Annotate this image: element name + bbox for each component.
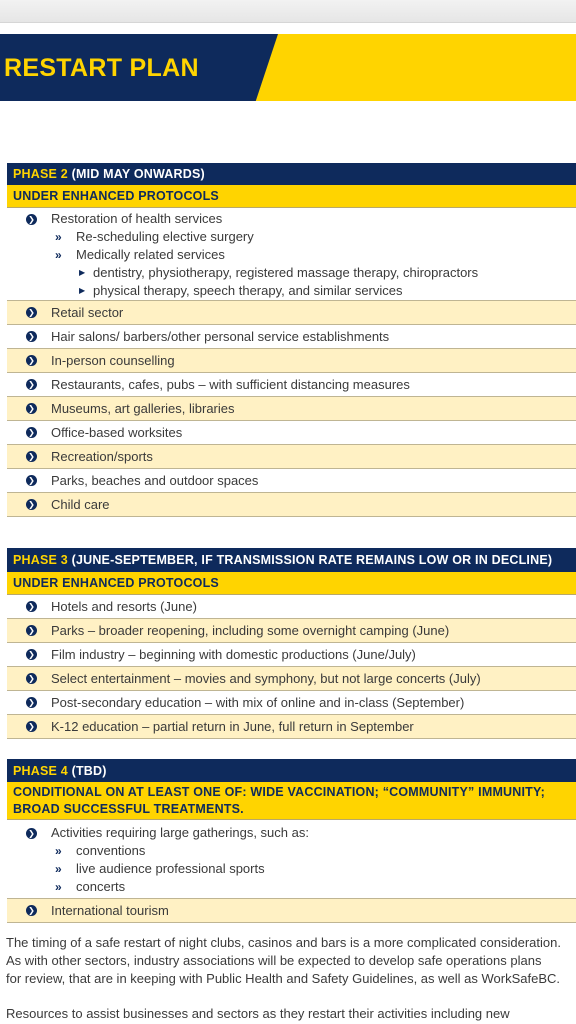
health-sub-sub-item: ▶ physical therapy, speech therapy, and similar services	[79, 283, 403, 298]
health-sub-sub-item: ▶ dentistry, physiotherapy, registered massage therapy, chiropractors	[79, 265, 479, 280]
health-sub-item: » Medically related services	[55, 247, 225, 262]
double-chevron-icon: »	[55, 844, 62, 858]
double-chevron-icon: »	[55, 880, 62, 894]
bullet-icon: ❯	[26, 697, 37, 708]
bullet-icon: ❯	[26, 355, 37, 366]
list-item: ❯ Hair salons/ barbers/other personal service establishments	[7, 325, 576, 349]
bullet-icon: ❯	[26, 475, 37, 486]
gatherings-sub-item: » live audience professional sports	[55, 861, 265, 876]
phase-3-detail: (JUNE-SEPTEMBER, IF TRANSMISSION RATE REMAINS LOW OR IN DECLINE)	[71, 553, 553, 567]
list-item: ❯ Hotels and resorts (June)	[7, 595, 576, 619]
phase-2-detail: (MID MAY ONWARDS)	[71, 167, 205, 181]
bullet-icon: ❯	[26, 427, 37, 438]
list-item: ❯ In-person counselling	[7, 349, 576, 373]
list-item: ❯ Museums, art galleries, libraries	[7, 397, 576, 421]
bullet-icon: ❯	[26, 601, 37, 612]
double-chevron-icon: »	[55, 248, 62, 262]
phase-4-detail: (TBD)	[71, 764, 107, 778]
gatherings-sub-item: » conventions	[55, 843, 146, 858]
phase-2-header	[7, 163, 576, 185]
bullet-icon: ❯	[26, 403, 37, 414]
bullet-icon: ❯	[26, 625, 37, 636]
phase-2-health-item	[7, 208, 576, 301]
bullet-icon: ❯	[26, 905, 37, 916]
health-sub-item: » Re-scheduling elective surgery	[55, 229, 254, 244]
list-item: ❯ Select entertainment – movies and symphony, but not large concerts (July)	[7, 667, 576, 691]
triangle-icon: ▶	[79, 286, 86, 295]
gatherings-sub-item: » concerts	[55, 879, 126, 894]
bullet-icon: ❯	[26, 331, 37, 342]
bullet-icon: ❯	[26, 649, 37, 660]
list-item: ❯ Child care	[7, 493, 576, 517]
list-item: ❯ Film industry – beginning with domestic productions (June/July)	[7, 643, 576, 667]
bullet-icon: ❯	[26, 307, 37, 318]
phase-4-label: PHASE 4	[13, 764, 68, 778]
phase-4-header	[7, 759, 576, 782]
phase-3-section	[7, 548, 576, 739]
bullet-icon: ❯	[26, 499, 37, 510]
browser-top-bar	[0, 0, 576, 23]
bullet-icon: ❯	[26, 721, 37, 732]
list-item: ❯ Restaurants, cafes, pubs – with sufficient distancing measures	[7, 373, 576, 397]
list-item: ❯ Office-based worksites	[7, 421, 576, 445]
bullet-icon: ❯	[26, 214, 37, 225]
gatherings-label: Activities requiring large gatherings, such as:	[51, 825, 309, 840]
bullet-icon: ❯	[26, 451, 37, 462]
phase-3-label: PHASE 3	[13, 553, 68, 567]
health-services-label: Restoration of health services	[51, 211, 223, 226]
list-item: ❯ Retail sector	[7, 301, 576, 325]
list-item: ❯ Parks – broader reopening, including some overnight camping (June)	[7, 619, 576, 643]
phase-2-label: PHASE 2	[13, 167, 68, 181]
double-chevron-icon: »	[55, 230, 62, 244]
phase-4-gatherings-item	[7, 820, 576, 899]
bullet-icon: ❯	[26, 828, 37, 839]
closing-paragraph: The timing of a safe restart of night clubs, casinos and bars is a more complicated consideration. As with other sectors, industry associations will be expected to develop safe operations plans for review, that are in keeping with Public Health and Safety Guidelines, as well as WorkSafeBC.	[6, 935, 561, 986]
list-item: ❯ Post-secondary education – with mix of online and in-class (September)	[7, 691, 576, 715]
double-chevron-icon: »	[55, 862, 62, 876]
bullet-icon: ❯	[26, 379, 37, 390]
list-item: ❯ International tourism	[7, 899, 576, 923]
phase-2-protocol: UNDER ENHANCED PROTOCOLS	[7, 185, 576, 208]
phase-2-section	[7, 163, 576, 517]
list-item: ❯ Recreation/sports	[7, 445, 576, 469]
page-title: RESTART PLAN	[4, 54, 199, 82]
list-item: ❯ Parks, beaches and outdoor spaces	[7, 469, 576, 493]
list-item: ❯ K-12 education – partial return in June, full return in September	[7, 715, 576, 739]
phase-4-section	[7, 759, 576, 923]
bullet-icon: ❯	[26, 673, 37, 684]
phase-3-header	[7, 548, 576, 572]
phase-3-protocol: UNDER ENHANCED PROTOCOLS	[7, 572, 576, 595]
resources-paragraph: Resources to assist businesses and sectors as they restart their activities including new	[6, 1006, 510, 1021]
triangle-icon: ▶	[79, 268, 86, 277]
phase-4-condition: CONDITIONAL ON AT LEAST ONE OF: WIDE VACCINATION; “COMMUNITY” IMMUNITY; BROAD SUCCESSFUL TREATMENTS.	[7, 782, 576, 820]
restart-plan-banner	[0, 34, 576, 101]
